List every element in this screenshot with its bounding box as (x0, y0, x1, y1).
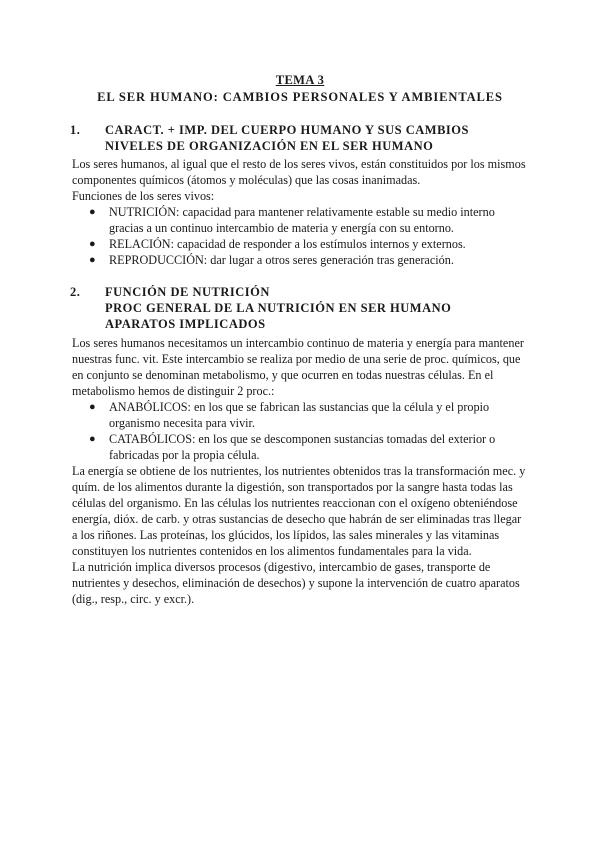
list-item (72, 399, 542, 431)
list-item (72, 252, 542, 268)
text-line: organismo necesita para vivir. (109, 416, 255, 430)
bullet-icon: ● (89, 401, 96, 413)
section-2-intro (72, 335, 532, 399)
section-2-heading (70, 284, 452, 332)
section-2-heading-line: PROC GENERAL DE LA NUTRICIÓN EN SER HUMANO (105, 301, 452, 315)
bullet-icon: ● (89, 238, 96, 250)
bullet-icon: ● (89, 254, 96, 266)
text-line: Los seres humanos, al igual que el resto de los seres vivos, están constituidos por los mismos (72, 157, 526, 171)
section-2-heading-line: APARATOS IMPLICADOS (105, 317, 266, 331)
text-line: nuestras func. vit. Este intercambio se realiza por medio de una serie de proc. químicos, que (72, 352, 521, 366)
list-item (72, 431, 542, 463)
section-1-intro (72, 156, 532, 204)
bullet-icon: ● (89, 433, 96, 445)
text-line: quím. de los alimentos durante la digestión, son transportados por la sangre hasta todas las (72, 480, 513, 494)
text-line: gracias a un continuo intercambio de materia y energía con su entorno. (109, 221, 454, 235)
text-line: RELACIÓN: capacidad de responder a los estímulos internos y externos. (109, 237, 466, 251)
text-line: células del organismo. En las células los nutrientes reaccionan con el oxígeno obteniéndose (72, 496, 518, 510)
text-line: energía, dióx. de carb. y otras sustancias de desecho que habrán de ser eliminadas tras llegar (72, 512, 522, 526)
text-line: fabricadas por la propia célula. (109, 448, 260, 462)
section-2-heading-line: FUNCIÓN DE NUTRICIÓN (105, 285, 270, 299)
section-1-heading-line: NIVELES DE ORGANIZACIÓN EN EL SER HUMANO (105, 139, 434, 153)
text-line: metabolismo hemos de distinguir 2 proc.: (72, 384, 275, 398)
section-1-heading-line: CARACT. + IMP. DEL CUERPO HUMANO Y SUS CAMBIOS (105, 123, 469, 137)
section-1-heading (70, 122, 469, 154)
text-line: en conjunto se denominan metabolismo, y que ocurren en todas nuestras células. En el (72, 368, 494, 382)
text-line: a los riñones. Las proteínas, los glúcidos, los lípidos, las sales minerales y las vitaminas (72, 528, 500, 542)
list-item (72, 204, 542, 236)
text-line: nutrientes y desechos, eliminación de desechos) y supone la intervención de cuatro aparatos (72, 576, 520, 590)
text-line: La energía se obtiene de los nutrientes, los nutrientes obtenidos tras la transformación mec. y (72, 464, 526, 478)
text-line: constituyen los nutrientes contenidos en los alimentos fundamentales para la vida. (72, 544, 472, 558)
text-line: NUTRICIÓN: capacidad para mantener relativamente estable su medio interno (109, 205, 495, 219)
document-title (0, 72, 600, 105)
text-line: CATABÓLICOS: en los que se descomponen sustancias tomadas del exterior o (109, 432, 496, 446)
title-line-1: TEMA 3 (275, 73, 325, 87)
bullet-icon: ● (89, 206, 96, 218)
section-1-bullet-list (72, 204, 542, 268)
text-line: ANABÓLICOS: en los que se fabrican las sustancias que la célula y el propio (109, 400, 490, 414)
section-2-bullet-list (72, 399, 542, 463)
title-line-2: EL SER HUMANO: CAMBIOS PERSONALES Y AMBIENTALES (97, 90, 503, 104)
text-line: (dig., resp., circ. y excr.). (72, 592, 195, 606)
text-line: La nutrición implica diversos procesos (digestivo, intercambio de gases, transporte de (72, 560, 491, 574)
text-line: REPRODUCCIÓN: dar lugar a otros seres generación tras generación. (109, 253, 454, 267)
section-2-body (72, 463, 532, 607)
section-2-number: 2. (70, 285, 81, 299)
text-line: Funciones de los seres vivos: (72, 189, 215, 203)
text-line: Los seres humanos necesitamos un intercambio continuo de materia y energía para mantener (72, 336, 524, 350)
text-line: componentes químicos (átomos y moléculas) que las cosas inanimadas. (72, 173, 421, 187)
section-1-number: 1. (70, 123, 81, 137)
list-item (72, 236, 542, 252)
